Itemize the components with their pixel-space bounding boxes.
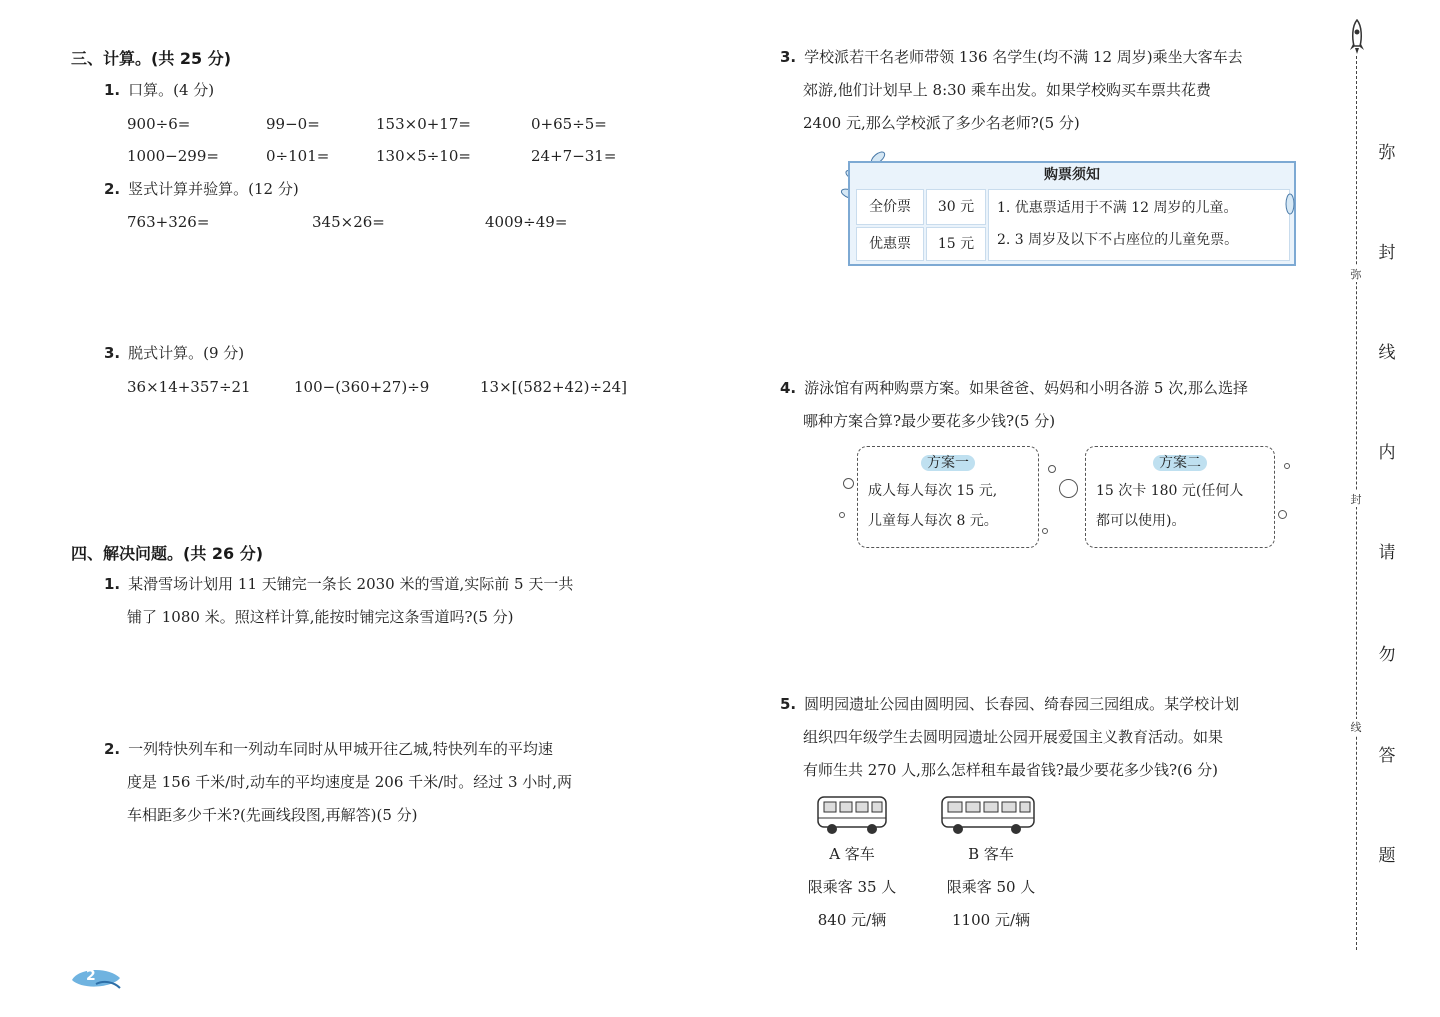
ticket-type: 全价票 xyxy=(856,189,924,225)
bus-b-capacity: 限乘客 50 人 xyxy=(946,878,1036,896)
ticket-title: 购票须知 xyxy=(1044,167,1100,183)
oral-item: 99−0= xyxy=(266,115,320,133)
question-text: 口算。(4 分) xyxy=(128,81,215,99)
bus-a-capacity: 限乘客 35 人 xyxy=(807,878,897,896)
page-badge-icon xyxy=(68,964,124,992)
seal-char: 弥 xyxy=(1378,143,1396,163)
section-4-title: 四、解决问题。(共 26 分) xyxy=(71,544,264,563)
seal-char: 答 xyxy=(1378,746,1396,766)
stepwise-item: 13×[(582+42)÷24] xyxy=(480,378,628,396)
problem-3 xyxy=(780,41,1243,74)
ticket-price: 30 元 xyxy=(926,189,986,225)
vertical-item: 4009÷49= xyxy=(485,213,568,231)
problem-line: 哪种方案合算?最少要花多少钱?(5 分) xyxy=(803,412,1056,430)
question-3 xyxy=(104,337,244,370)
bus-a-icon xyxy=(816,794,890,836)
question-number: 3. xyxy=(104,344,121,362)
bus-b-price: 1100 元/辆 xyxy=(952,911,1030,929)
problem-line: 度是 156 千米/时,动车的平均速度是 206 千米/时。经过 3 小时,两 xyxy=(127,773,573,791)
bubble-icon xyxy=(1278,510,1287,519)
seal-char: 线 xyxy=(1378,343,1396,363)
problem-line: 2400 元,那么学校派了多少名老师?(5 分) xyxy=(803,114,1080,132)
bus-a-price: 840 元/辆 xyxy=(817,911,887,929)
seal-small-char: 弥 xyxy=(1346,266,1366,282)
seal-small-char: 线 xyxy=(1346,719,1366,735)
oral-item: 0÷101= xyxy=(266,147,330,165)
question-number: 1. xyxy=(104,81,121,99)
bubble-icon xyxy=(1059,479,1078,498)
problem-line: 游泳馆有两种购票方案。如果爸爸、妈妈和小明各游 5 次,那么选择 xyxy=(804,379,1248,397)
bus-b-icon xyxy=(940,794,1038,836)
question-number: 4. xyxy=(780,379,797,397)
problem-line: 郊游,他们计划早上 8:30 乘车出发。如果学校购买车票共花费 xyxy=(803,81,1211,99)
bus-b-name: B 客车 xyxy=(968,845,1014,863)
plan-line: 都可以使用)。 xyxy=(1096,513,1186,529)
ticket-type: 优惠票 xyxy=(856,227,924,261)
bubble-icon xyxy=(843,478,854,489)
question-number: 3. xyxy=(780,48,797,66)
bubble-icon xyxy=(839,512,845,518)
section-3-title: 三、计算。(共 25 分) xyxy=(71,49,232,68)
ticket-price: 15 元 xyxy=(926,227,986,261)
question-text: 脱式计算。(9 分) xyxy=(128,344,245,362)
vertical-item: 763+326= xyxy=(127,213,210,231)
plan-line: 成人每人每次 15 元, xyxy=(868,483,998,499)
seal-small-char: 封 xyxy=(1346,491,1366,507)
problem-line: 圆明园遗址公园由圆明园、长春园、绮春园三园组成。某学校计划 xyxy=(804,695,1240,713)
ticket-note: 1. 优惠票适用于不满 12 周岁的儿童。 xyxy=(997,200,1238,216)
question-number: 2. xyxy=(104,740,121,758)
rocket-icon xyxy=(1347,18,1367,56)
seal-char: 内 xyxy=(1378,443,1396,463)
stepwise-item: 36×14+357÷21 xyxy=(127,378,251,396)
problem-5 xyxy=(780,688,1239,721)
question-number: 1. xyxy=(104,575,121,593)
question-number: 5. xyxy=(780,695,797,713)
oral-item: 900÷6= xyxy=(127,115,191,133)
plan-line: 15 次卡 180 元(任何人 xyxy=(1096,483,1244,499)
oral-item: 130×5÷10= xyxy=(376,147,471,165)
oral-item: 24+7−31= xyxy=(531,147,617,165)
bus-a-name: A 客车 xyxy=(829,845,875,863)
ticket-notice xyxy=(848,161,1296,266)
problem-2 xyxy=(104,733,553,766)
problem-4 xyxy=(780,372,1248,405)
seal-char: 题 xyxy=(1378,846,1396,866)
bubble-icon xyxy=(1284,463,1290,469)
page-number: 2 xyxy=(86,968,96,984)
problem-line: 一列特快列车和一列动车同时从甲城开往乙城,特快列车的平均速 xyxy=(128,740,553,758)
vertical-item: 345×26= xyxy=(312,213,385,231)
problem-line: 学校派若干名老师带领 136 名学生(均不满 12 周岁)乘坐大客车去 xyxy=(804,48,1243,66)
plan-line: 儿童每人每次 8 元。 xyxy=(868,513,998,529)
problem-line: 有师生共 270 人,那么怎样租车最省钱?最少要花多少钱?(6 分) xyxy=(803,761,1219,779)
seal-char: 勿 xyxy=(1378,645,1396,665)
seal-char: 封 xyxy=(1378,243,1396,263)
stepwise-item: 100−(360+27)÷9 xyxy=(294,378,430,396)
question-number: 2. xyxy=(104,180,121,198)
plan-title: 方案一 xyxy=(921,455,975,471)
bubble-icon xyxy=(1048,465,1056,473)
problem-1 xyxy=(104,568,573,601)
bubble-icon xyxy=(1042,528,1048,534)
ticket-note: 2. 3 周岁及以下不占座位的儿童免票。 xyxy=(997,232,1239,248)
question-1 xyxy=(104,74,214,107)
problem-line: 某滑雪场计划用 11 天铺完一条长 2030 米的雪道,实际前 5 天一共 xyxy=(128,575,574,593)
seal-char: 请 xyxy=(1378,543,1396,563)
plan-title: 方案二 xyxy=(1153,455,1207,471)
oral-item: 0+65÷5= xyxy=(531,115,607,133)
question-text: 竖式计算并验算。(12 分) xyxy=(128,180,299,198)
oral-item: 153×0+17= xyxy=(376,115,471,133)
problem-line: 铺了 1080 米。照这样计算,能按时铺完这条雪道吗?(5 分) xyxy=(127,608,514,626)
problem-line: 车相距多少千米?(先画线段图,再解答)(5 分) xyxy=(127,806,418,824)
plan-1-box xyxy=(857,446,1039,548)
leaf-small-icon xyxy=(1282,186,1298,222)
question-2 xyxy=(104,173,299,206)
oral-item: 1000−299= xyxy=(127,147,219,165)
page-number-badge xyxy=(68,964,124,992)
problem-line: 组织四年级学生去圆明园遗址公园开展爱国主义教育活动。如果 xyxy=(803,728,1224,746)
plan-2-box xyxy=(1085,446,1275,548)
ticket-notes xyxy=(988,189,1290,261)
